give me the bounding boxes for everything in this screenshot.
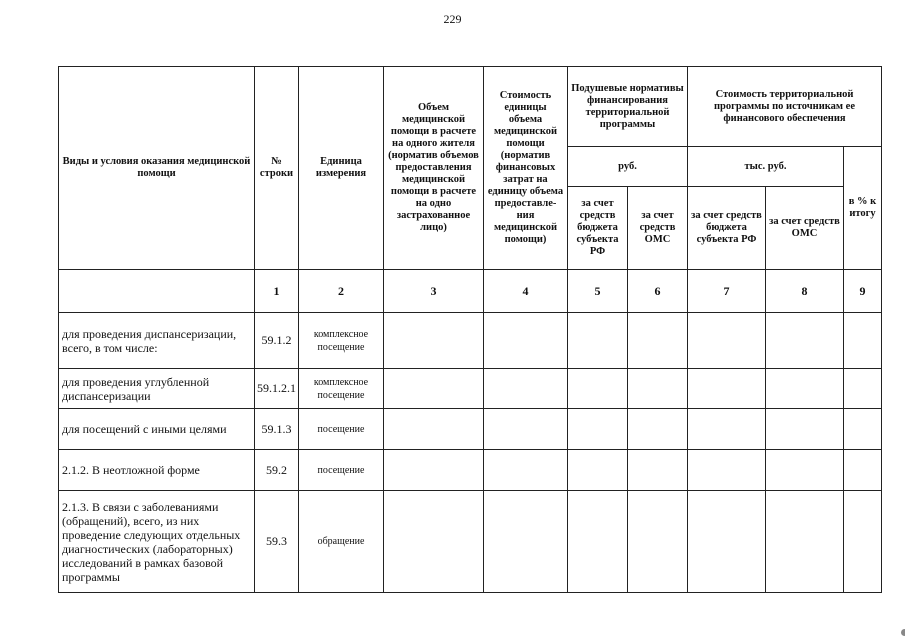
cell-budget-rf-per-capita bbox=[568, 491, 628, 593]
column-number: 8 bbox=[766, 270, 844, 313]
header-rub: руб. bbox=[568, 147, 688, 187]
cell-budget-rf-total bbox=[688, 313, 766, 369]
table-row bbox=[59, 450, 882, 491]
header-per-capita: Подушевые нормативы финансирования территориальной программы bbox=[568, 67, 688, 147]
program-cost-table bbox=[58, 66, 882, 593]
row-code: 59.2 bbox=[255, 450, 299, 491]
cell-pct bbox=[844, 409, 882, 450]
cell-budget-rf-total bbox=[688, 369, 766, 409]
row-unit: комплексное посещение bbox=[299, 369, 384, 409]
row-name: 2.1.2. В неотложной форме bbox=[59, 450, 255, 491]
cell-unit-cost bbox=[484, 409, 568, 450]
table-row bbox=[59, 491, 882, 593]
header-pct: в % к итогу bbox=[844, 147, 882, 270]
header-thous-rub: тыс. руб. bbox=[688, 147, 844, 187]
page-number: 229 bbox=[443, 12, 462, 26]
cell-budget-rf-per-capita bbox=[568, 313, 628, 369]
row-name: для проведения диспансеризации, всего, в том числе: bbox=[59, 313, 255, 369]
cell-pct bbox=[844, 313, 882, 369]
header-oms-total: за счет средств ОМС bbox=[766, 187, 844, 270]
header-unit: Единица измерения bbox=[299, 67, 384, 270]
cell-oms-total bbox=[766, 450, 844, 491]
row-unit: посещение bbox=[299, 409, 384, 450]
cell-budget-rf-total bbox=[688, 491, 766, 593]
header-unit-cost: Стоимость единицы объема медицинской помощи (норматив финансовых затрат на единицу объема предоставле-ния медицинской помощи) bbox=[484, 67, 568, 270]
row-name: для проведения углубленной диспансеризации bbox=[59, 369, 255, 409]
row-code: 59.3 bbox=[255, 491, 299, 593]
column-number-blank bbox=[59, 270, 255, 313]
row-name: для посещений с иными целями bbox=[59, 409, 255, 450]
cell-oms-per-capita bbox=[628, 409, 688, 450]
cell-oms-total bbox=[766, 409, 844, 450]
table-row bbox=[59, 409, 882, 450]
column-number: 5 bbox=[568, 270, 628, 313]
cell-oms-per-capita bbox=[628, 369, 688, 409]
row-code: 59.1.3 bbox=[255, 409, 299, 450]
cell-budget-rf-per-capita bbox=[568, 409, 628, 450]
column-number: 7 bbox=[688, 270, 766, 313]
cell-oms-per-capita bbox=[628, 313, 688, 369]
cell-volume bbox=[384, 450, 484, 491]
cell-oms-per-capita bbox=[628, 491, 688, 593]
column-number: 9 bbox=[844, 270, 882, 313]
row-code: 59.1.2 bbox=[255, 313, 299, 369]
header-row-no: № строки bbox=[255, 67, 299, 270]
header-kind: Виды и условия оказания медицинской помощи bbox=[59, 67, 255, 270]
scan-mark bbox=[901, 629, 905, 636]
cell-oms-total bbox=[766, 313, 844, 369]
column-number: 4 bbox=[484, 270, 568, 313]
header-budget-rf-total: за счет средств бюджета субъекта РФ bbox=[688, 187, 766, 270]
header-volume: Объем медицинской помощи в расчете на одного жителя (норматив объемов предоставления медицинской помощи в расчете на одно застрахованное лицо) bbox=[384, 67, 484, 270]
cell-pct bbox=[844, 369, 882, 409]
cell-volume bbox=[384, 313, 484, 369]
table-row bbox=[59, 369, 882, 409]
cell-oms-per-capita bbox=[628, 450, 688, 491]
cell-volume bbox=[384, 369, 484, 409]
table-row bbox=[59, 313, 882, 369]
cell-budget-rf-per-capita bbox=[568, 369, 628, 409]
row-name: 2.1.3. В связи с заболеваниями (обращений), всего, из них проведение следующих отдельных диагностических (лабораторных) исследований в рамках базовой программы bbox=[59, 491, 255, 593]
cell-volume bbox=[384, 491, 484, 593]
cell-volume bbox=[384, 409, 484, 450]
header-total-cost: Стоимость территориальной программы по источникам ее финансового обеспечения bbox=[688, 67, 882, 147]
cell-oms-total bbox=[766, 491, 844, 593]
cell-pct bbox=[844, 450, 882, 491]
cell-unit-cost bbox=[484, 313, 568, 369]
cell-budget-rf-total bbox=[688, 450, 766, 491]
column-number: 2 bbox=[299, 270, 384, 313]
cell-unit-cost bbox=[484, 450, 568, 491]
row-unit: комплексное посещение bbox=[299, 313, 384, 369]
column-number: 6 bbox=[628, 270, 688, 313]
cell-pct bbox=[844, 491, 882, 593]
cell-oms-total bbox=[766, 369, 844, 409]
cell-budget-rf-total bbox=[688, 409, 766, 450]
row-code: 59.1.2.1 bbox=[255, 369, 299, 409]
header-oms-per-capita: за счет средств ОМС bbox=[628, 187, 688, 270]
header-budget-rf-per-capita: за счет средств бюджета субъекта РФ bbox=[568, 187, 628, 270]
cell-unit-cost bbox=[484, 491, 568, 593]
row-unit: обращение bbox=[299, 491, 384, 593]
column-number: 3 bbox=[384, 270, 484, 313]
cell-unit-cost bbox=[484, 369, 568, 409]
column-number: 1 bbox=[255, 270, 299, 313]
cell-budget-rf-per-capita bbox=[568, 450, 628, 491]
row-unit: посещение bbox=[299, 450, 384, 491]
